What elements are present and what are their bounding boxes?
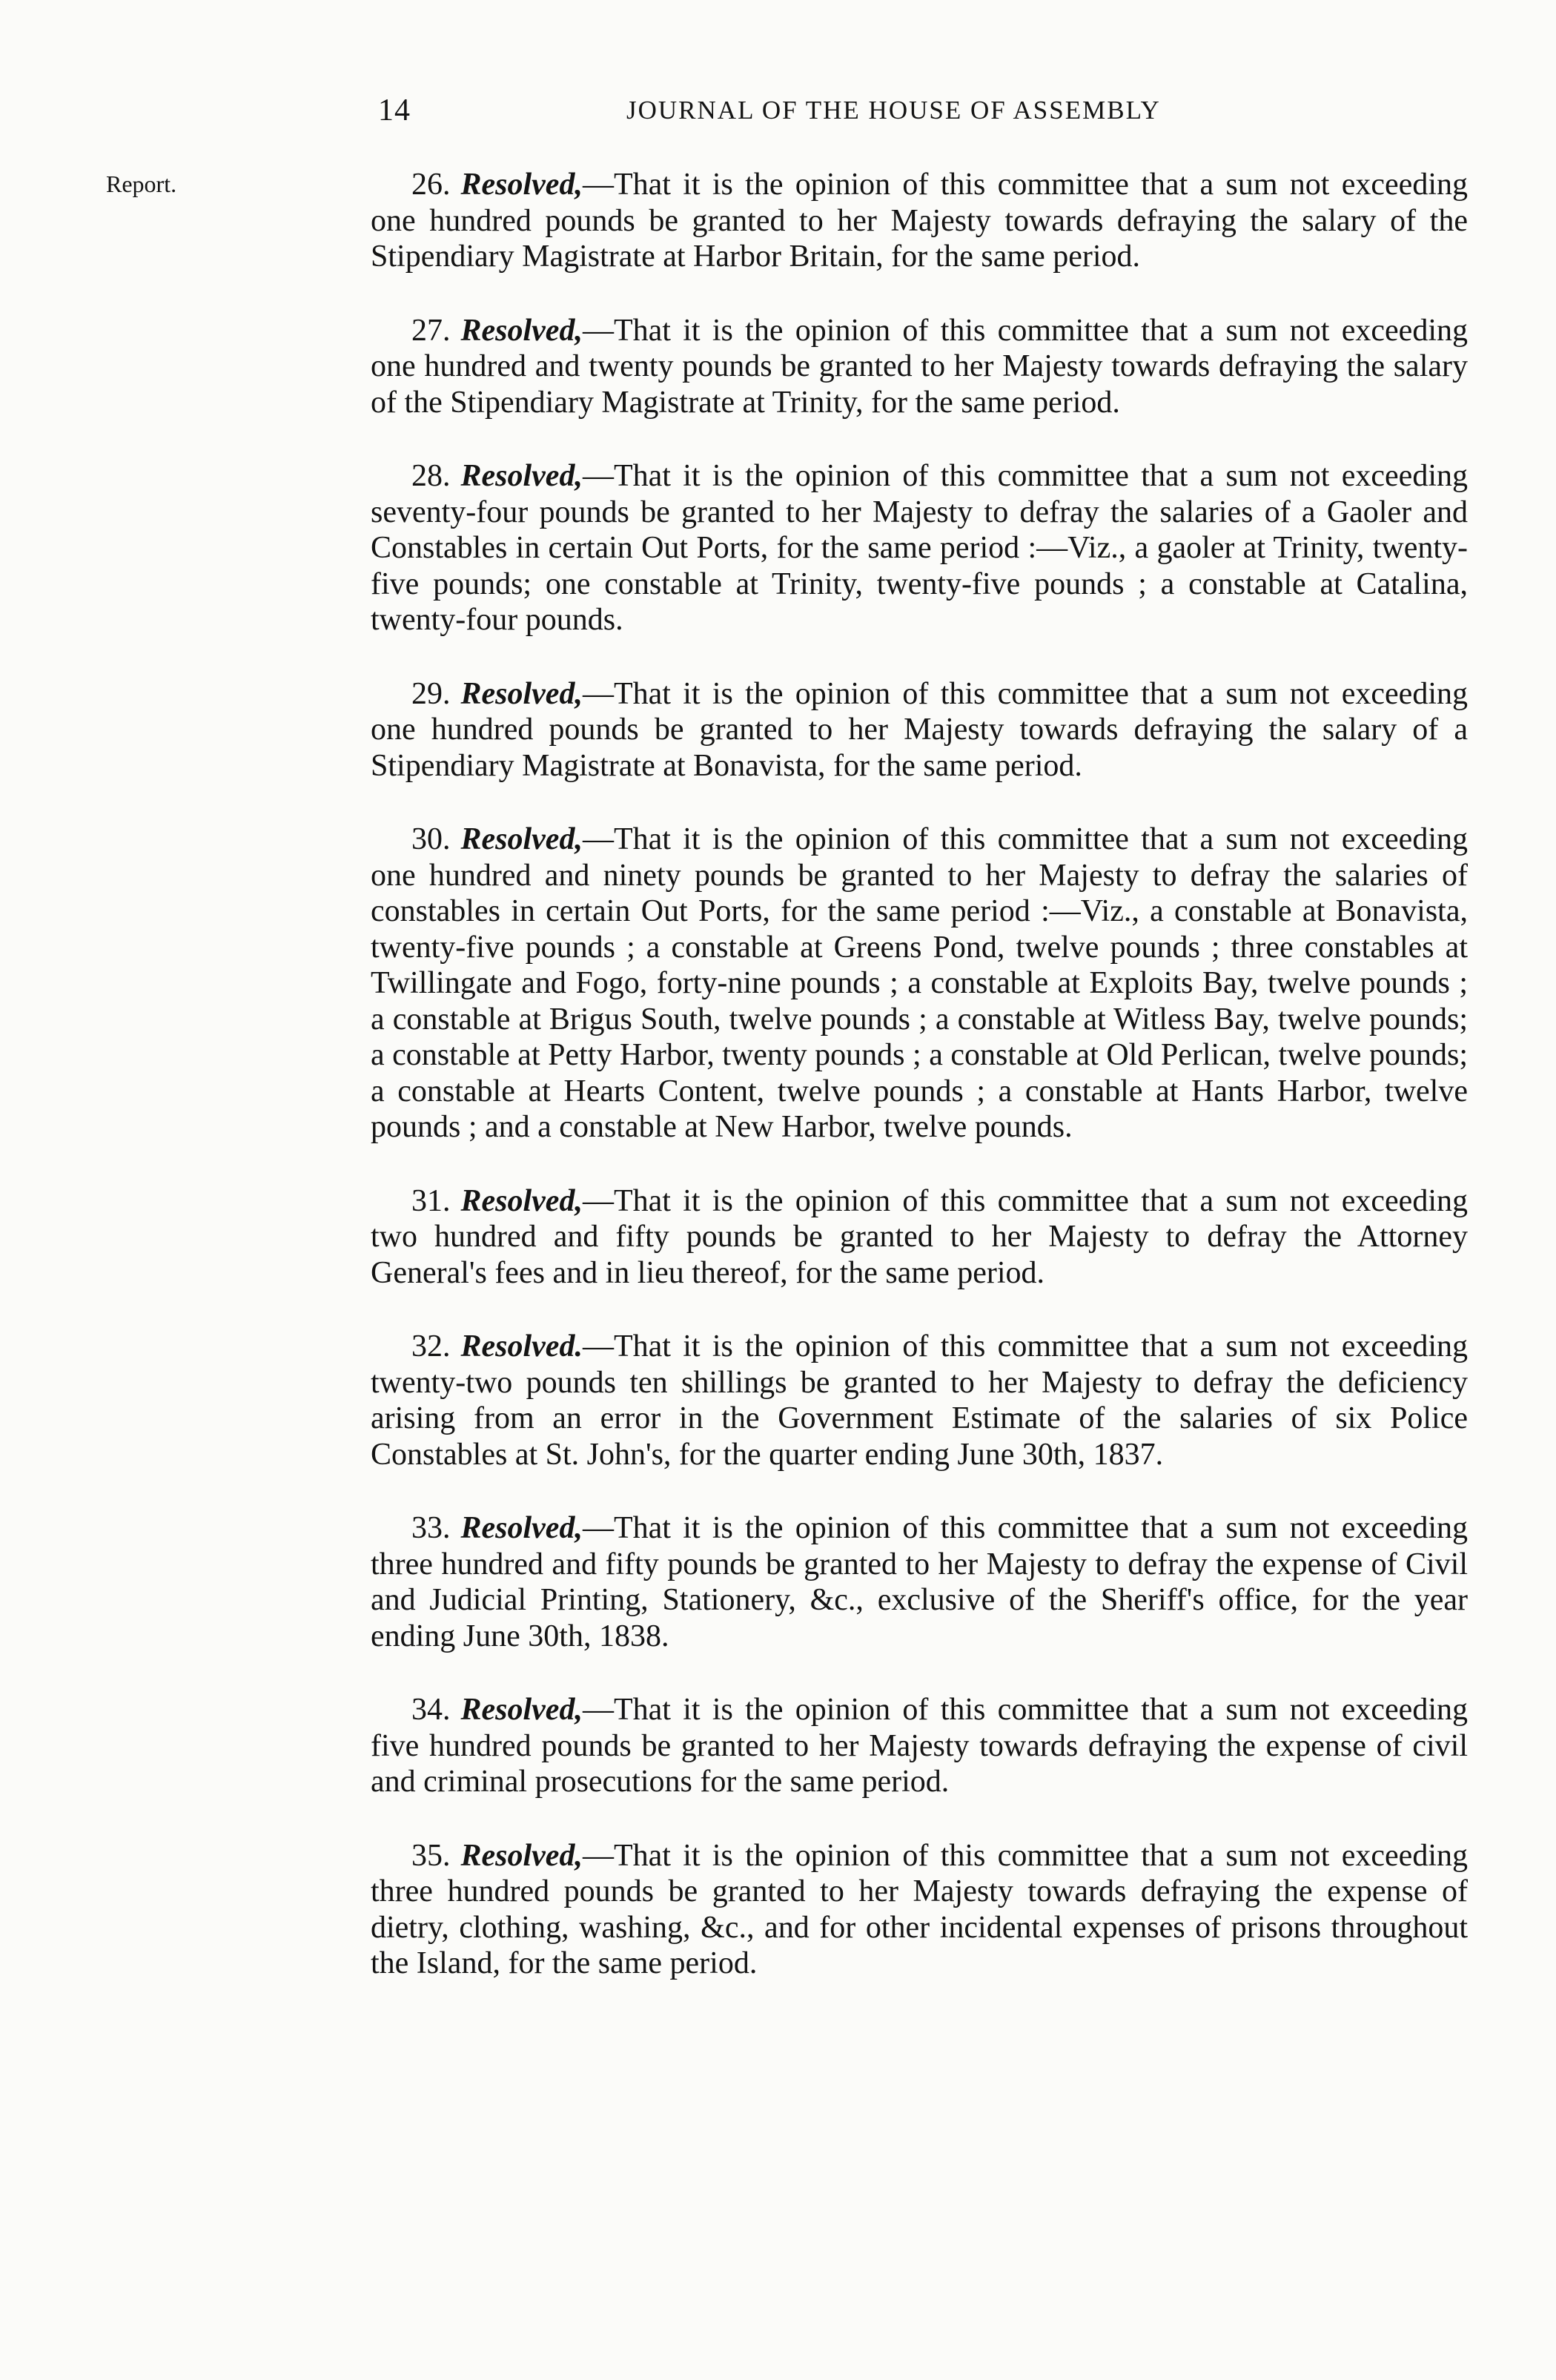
resolution-keyword: Resolved, — [460, 676, 583, 711]
resolution-number: 28. — [411, 459, 451, 493]
resolution-keyword: Resolved. — [460, 1329, 583, 1363]
resolution-number: 27. — [411, 313, 451, 348]
resolution-27 — [371, 313, 1468, 421]
resolution-text: —That it is the opinion of this committee that a sum not exceeding one hundred and twenty pounds be granted to her Majesty towards defraying the salary of the Stipendiary Magistrate at Trinity, for the same period. — [371, 313, 1468, 420]
resolution-28 — [371, 458, 1468, 638]
resolution-keyword: Resolved, — [460, 1693, 583, 1727]
resolution-text: —That it is the opinion of this committee that a sum not exceeding one hundred and ninety pounds be granted to her Majesty to defray the salaries of constables in certain Out Ports, for the same period :—Viz., a constable at Bonavista, twenty-five pounds ; a constable at Greens Pond, twelve pounds ; three constables at Twillingate and Fogo, forty-nine pounds ; a constable at Exploits Bay, twelve pounds ; a constable at Brigus South, twelve pounds ; a constable at Witless Bay, twelve pounds; a constable at Petty Harbor, twenty pounds ; a constable at Old Perlican, twelve pounds; a constable at Hearts Content, twelve pounds ; a constable at Hants Harbor, twelve pounds ; and a constable at New Harbor, twelve pounds. — [371, 822, 1468, 1144]
resolution-number: 31. — [411, 1183, 451, 1218]
resolution-text: —That it is the opinion of this committee that a sum not exceeding five hundred pounds be granted to her Majesty towards defraying the expense of civil and criminal prosecutions for the same period. — [371, 1693, 1468, 1799]
resolution-keyword: Resolved, — [460, 313, 583, 348]
resolutions-list — [371, 167, 1468, 2020]
page-number: 14 — [378, 93, 411, 128]
resolution-number: 29. — [411, 676, 451, 711]
resolution-keyword: Resolved, — [460, 459, 583, 493]
resolution-30 — [371, 822, 1468, 1146]
resolution-keyword: Resolved, — [460, 1511, 583, 1545]
resolution-text: —That it is the opinion of this committee that a sum not exceeding seventy-four pounds be granted to her Majesty to defray the salaries of a Gaoler and Constables in certain Out Ports, for the same period :—Viz., a gaoler at Trinity, twenty-five pounds; one constable at Trinity, twenty-five pounds ; a constable at Catalina, twenty-four pounds. — [371, 459, 1468, 637]
resolution-26 — [371, 167, 1468, 275]
resolution-text: —That it is the opinion of this committee that a sum not exceeding three hundred and fifty pounds be granted to her Majesty to defray the expense of Civil and Judicial Printing, Stationery, &c., exclusive of the Sheriff's office, for the year ending June 30th, 1838. — [371, 1511, 1468, 1653]
page-header — [378, 93, 1453, 137]
resolution-text: —That it is the opinion of this committee that a sum not exceeding three hundred pounds be granted to her Majesty towards defraying the expense of dietry, clothing, washing, &c., and for other incidental expenses of prisons throughout the Island, for the same period. — [371, 1838, 1468, 1980]
resolution-text: —That it is the opinion of this committee that a sum not exceeding two hundred and fifty pounds be granted to her Majesty to defray the Attorney General's fees and in lieu thereof, for the same period. — [371, 1183, 1468, 1290]
resolution-text: —That it is the opinion of this committee that a sum not exceeding twenty-two pounds ten shillings be granted to her Majesty to defray the deficiency arising from an error in the Government Estimate of the salaries of six Police Constables at St. John's, for the quarter ending June 30th, 1837. — [371, 1329, 1468, 1472]
resolution-35 — [371, 1838, 1468, 1982]
resolution-31 — [371, 1183, 1468, 1292]
margin-note: Report. — [106, 171, 177, 197]
resolution-keyword: Resolved, — [460, 1838, 583, 1873]
running-title: JOURNAL OF THE HOUSE OF ASSEMBLY — [626, 96, 1161, 125]
resolution-34 — [371, 1692, 1468, 1800]
resolution-number: 34. — [411, 1693, 451, 1727]
resolution-number: 33. — [411, 1511, 451, 1545]
resolution-text: —That it is the opinion of this committee that a sum not exceeding one hundred pounds be granted to her Majesty towards defraying the salary of a Stipendiary Magistrate at Bonavista, for the same period. — [371, 676, 1468, 783]
resolution-32 — [371, 1329, 1468, 1472]
resolution-keyword: Resolved, — [460, 1183, 583, 1218]
resolution-keyword: Resolved, — [460, 822, 583, 856]
resolution-number: 30. — [411, 822, 451, 856]
resolution-keyword: Resolved, — [460, 168, 583, 202]
resolution-number: 35. — [411, 1838, 451, 1873]
resolution-number: 26. — [411, 168, 451, 202]
resolution-number: 32. — [411, 1329, 451, 1363]
resolution-33 — [371, 1510, 1468, 1654]
resolution-29 — [371, 676, 1468, 784]
resolution-text: —That it is the opinion of this committee that a sum not exceeding one hundred pounds be granted to her Majesty towards defraying the salary of the Stipendiary Magistrate at Harbor Britain, for the same period. — [371, 168, 1468, 274]
